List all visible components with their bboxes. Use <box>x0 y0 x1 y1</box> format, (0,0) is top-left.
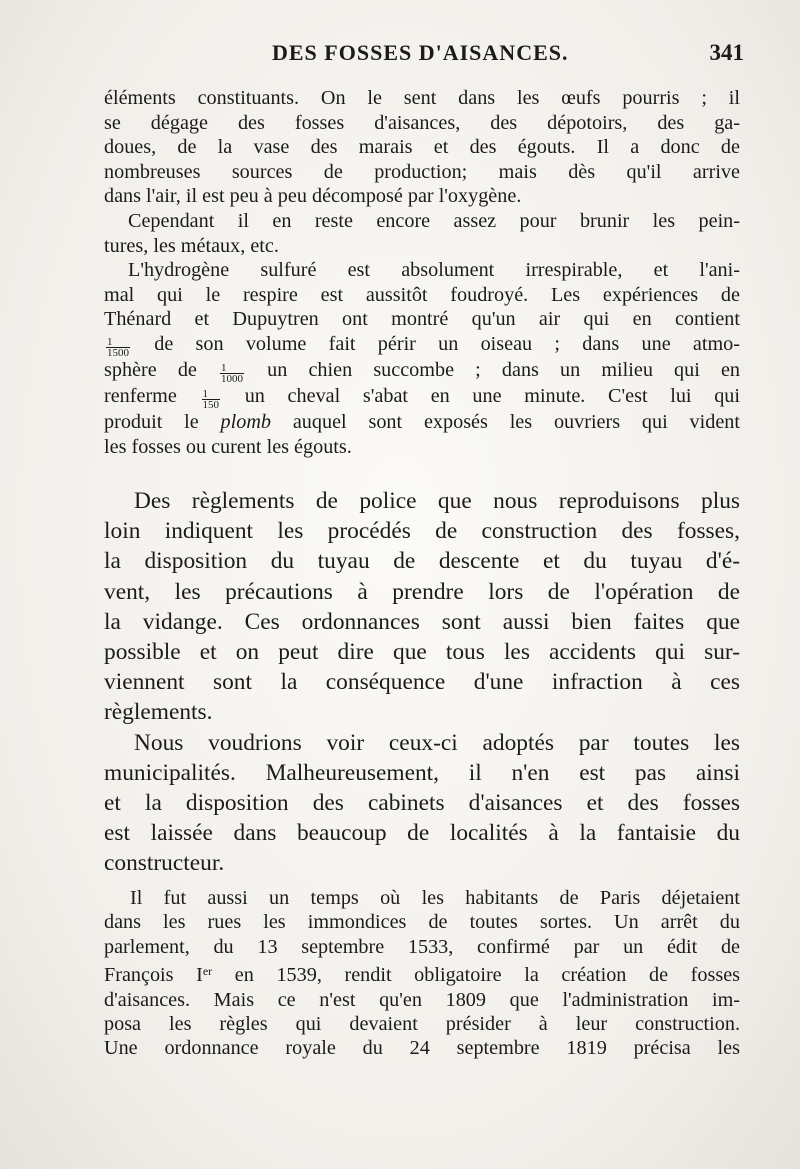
section-small-type-top <box>104 86 740 459</box>
text-run: en 1539, rendit obligatoire la création de fosses <box>234 964 741 987</box>
paragraph <box>104 486 740 728</box>
text-line: constructeur. <box>104 850 225 877</box>
text-line <box>104 358 740 384</box>
text-line: tures, les métaux, etc. <box>104 234 279 257</box>
paragraph <box>104 86 740 209</box>
text-line: vent, les précautions à prendre lors de l'opération de <box>104 578 740 605</box>
text-line: se dégage des fosses d'aisances, des dépotoirs, des ga- <box>104 111 740 134</box>
text-line: la disposition du tuyau de descente et du tuyau d'é- <box>104 548 740 575</box>
text-run: auquel sont exposés les ouvriers qui vident <box>292 410 741 433</box>
text-line: les fosses ou curent les égouts. <box>104 435 352 458</box>
text-line: et la disposition des cabinets d'aisances et des fosses <box>104 790 740 817</box>
text-run: renferme <box>104 384 177 407</box>
text-line: Des règlements de police que nous reproduisons plus <box>134 488 740 514</box>
text-run: un cheval s'abat en une minute. C'est lui qui <box>244 384 740 407</box>
paragraph <box>104 728 740 879</box>
text-line: nombreuses sources de production; mais dès qu'il arrive <box>104 160 740 183</box>
text-line: est laissée dans beaucoup de localités à la fantaisie du <box>104 820 740 847</box>
text-run: un chien succombe ; dans un milieu qui en <box>267 358 741 381</box>
fraction <box>220 363 244 384</box>
fraction-numerator: 1 <box>220 363 244 374</box>
text-line <box>104 959 740 987</box>
text-run: de son volume fait périr un oiseau ; dans une atmo- <box>154 332 740 355</box>
text-line: Il fut aussi un temps où les habitants de Paris déjetaient <box>130 887 740 909</box>
text-line: loin indiquent les procédés de construction des fosses, <box>104 518 740 545</box>
page-number: 341 <box>709 40 744 65</box>
paragraph <box>104 258 740 459</box>
section-large-type <box>104 486 740 879</box>
running-title: DES FOSSES D'AISANCES. <box>272 40 569 65</box>
text-line: dans l'air, il est peu à peu décomposé par l'oxygène. <box>104 185 522 208</box>
italic-word: plomb <box>220 410 272 433</box>
fraction-denominator: 150 <box>202 398 220 411</box>
text-line: possible et on peut dire que tous les accidents qui sur- <box>104 639 740 666</box>
text-line: règlements. <box>104 699 213 726</box>
text-run: sphère de <box>104 358 197 381</box>
text-line: Thénard et Dupuytren ont montré qu'un air qui en contient <box>104 308 740 331</box>
text-line: mal qui le respire est aussitôt foudroyé. Les expériences de <box>104 283 740 306</box>
fraction-denominator: 1500 <box>107 346 129 359</box>
fraction-numerator: 1 <box>106 337 130 348</box>
text-line: d'aisances. Mais ce n'est qu'en 1809 que l'administration im- <box>104 988 740 1011</box>
superscript: er <box>202 964 213 979</box>
text-run: produit le <box>104 410 199 433</box>
fraction-numerator: 1 <box>202 389 221 400</box>
fraction <box>202 389 221 410</box>
text-line: municipalités. Malheureusement, il n'en est pas ainsi <box>104 759 740 786</box>
text-line: viennent sont la conséquence d'une infraction à ces <box>104 669 740 696</box>
text-line: dans les rues les immondices de toutes sortes. Un arrêt du <box>104 911 740 934</box>
text-line: doues, de la vase des marais et des égouts. Il a donc de <box>104 136 740 159</box>
text-line <box>104 384 740 410</box>
text-line: parlement, du 13 septembre 1533, confirmé par un édit de <box>104 935 740 958</box>
text-run: François I <box>104 964 203 987</box>
paragraph <box>104 209 740 258</box>
text-line: L'hydrogène sulfuré est absolument irrespirable, et l'ani- <box>128 259 740 282</box>
text-line: éléments constituants. On le sent dans les œufs pourris ; il <box>104 87 740 109</box>
paragraph <box>104 886 740 1061</box>
section-small-type-bottom <box>104 886 740 1061</box>
text-line: la vidange. Ces ordonnances sont aussi bien faites que <box>104 608 740 635</box>
text-line <box>104 332 740 358</box>
text-line: Une ordonnance royale du 24 septembre 1819 précisa les <box>104 1037 740 1060</box>
page-header <box>104 40 744 76</box>
text-line: Cependant il en reste encore assez pour brunir les pein- <box>128 209 740 232</box>
text-line <box>104 410 740 435</box>
fraction <box>106 337 130 358</box>
text-line: posa les règles qui devaient présider à leur construction. <box>104 1013 740 1036</box>
fraction-denominator: 1000 <box>221 372 244 385</box>
text-line: Nous voudrions voir ceux-ci adoptés par toutes les <box>134 729 740 756</box>
